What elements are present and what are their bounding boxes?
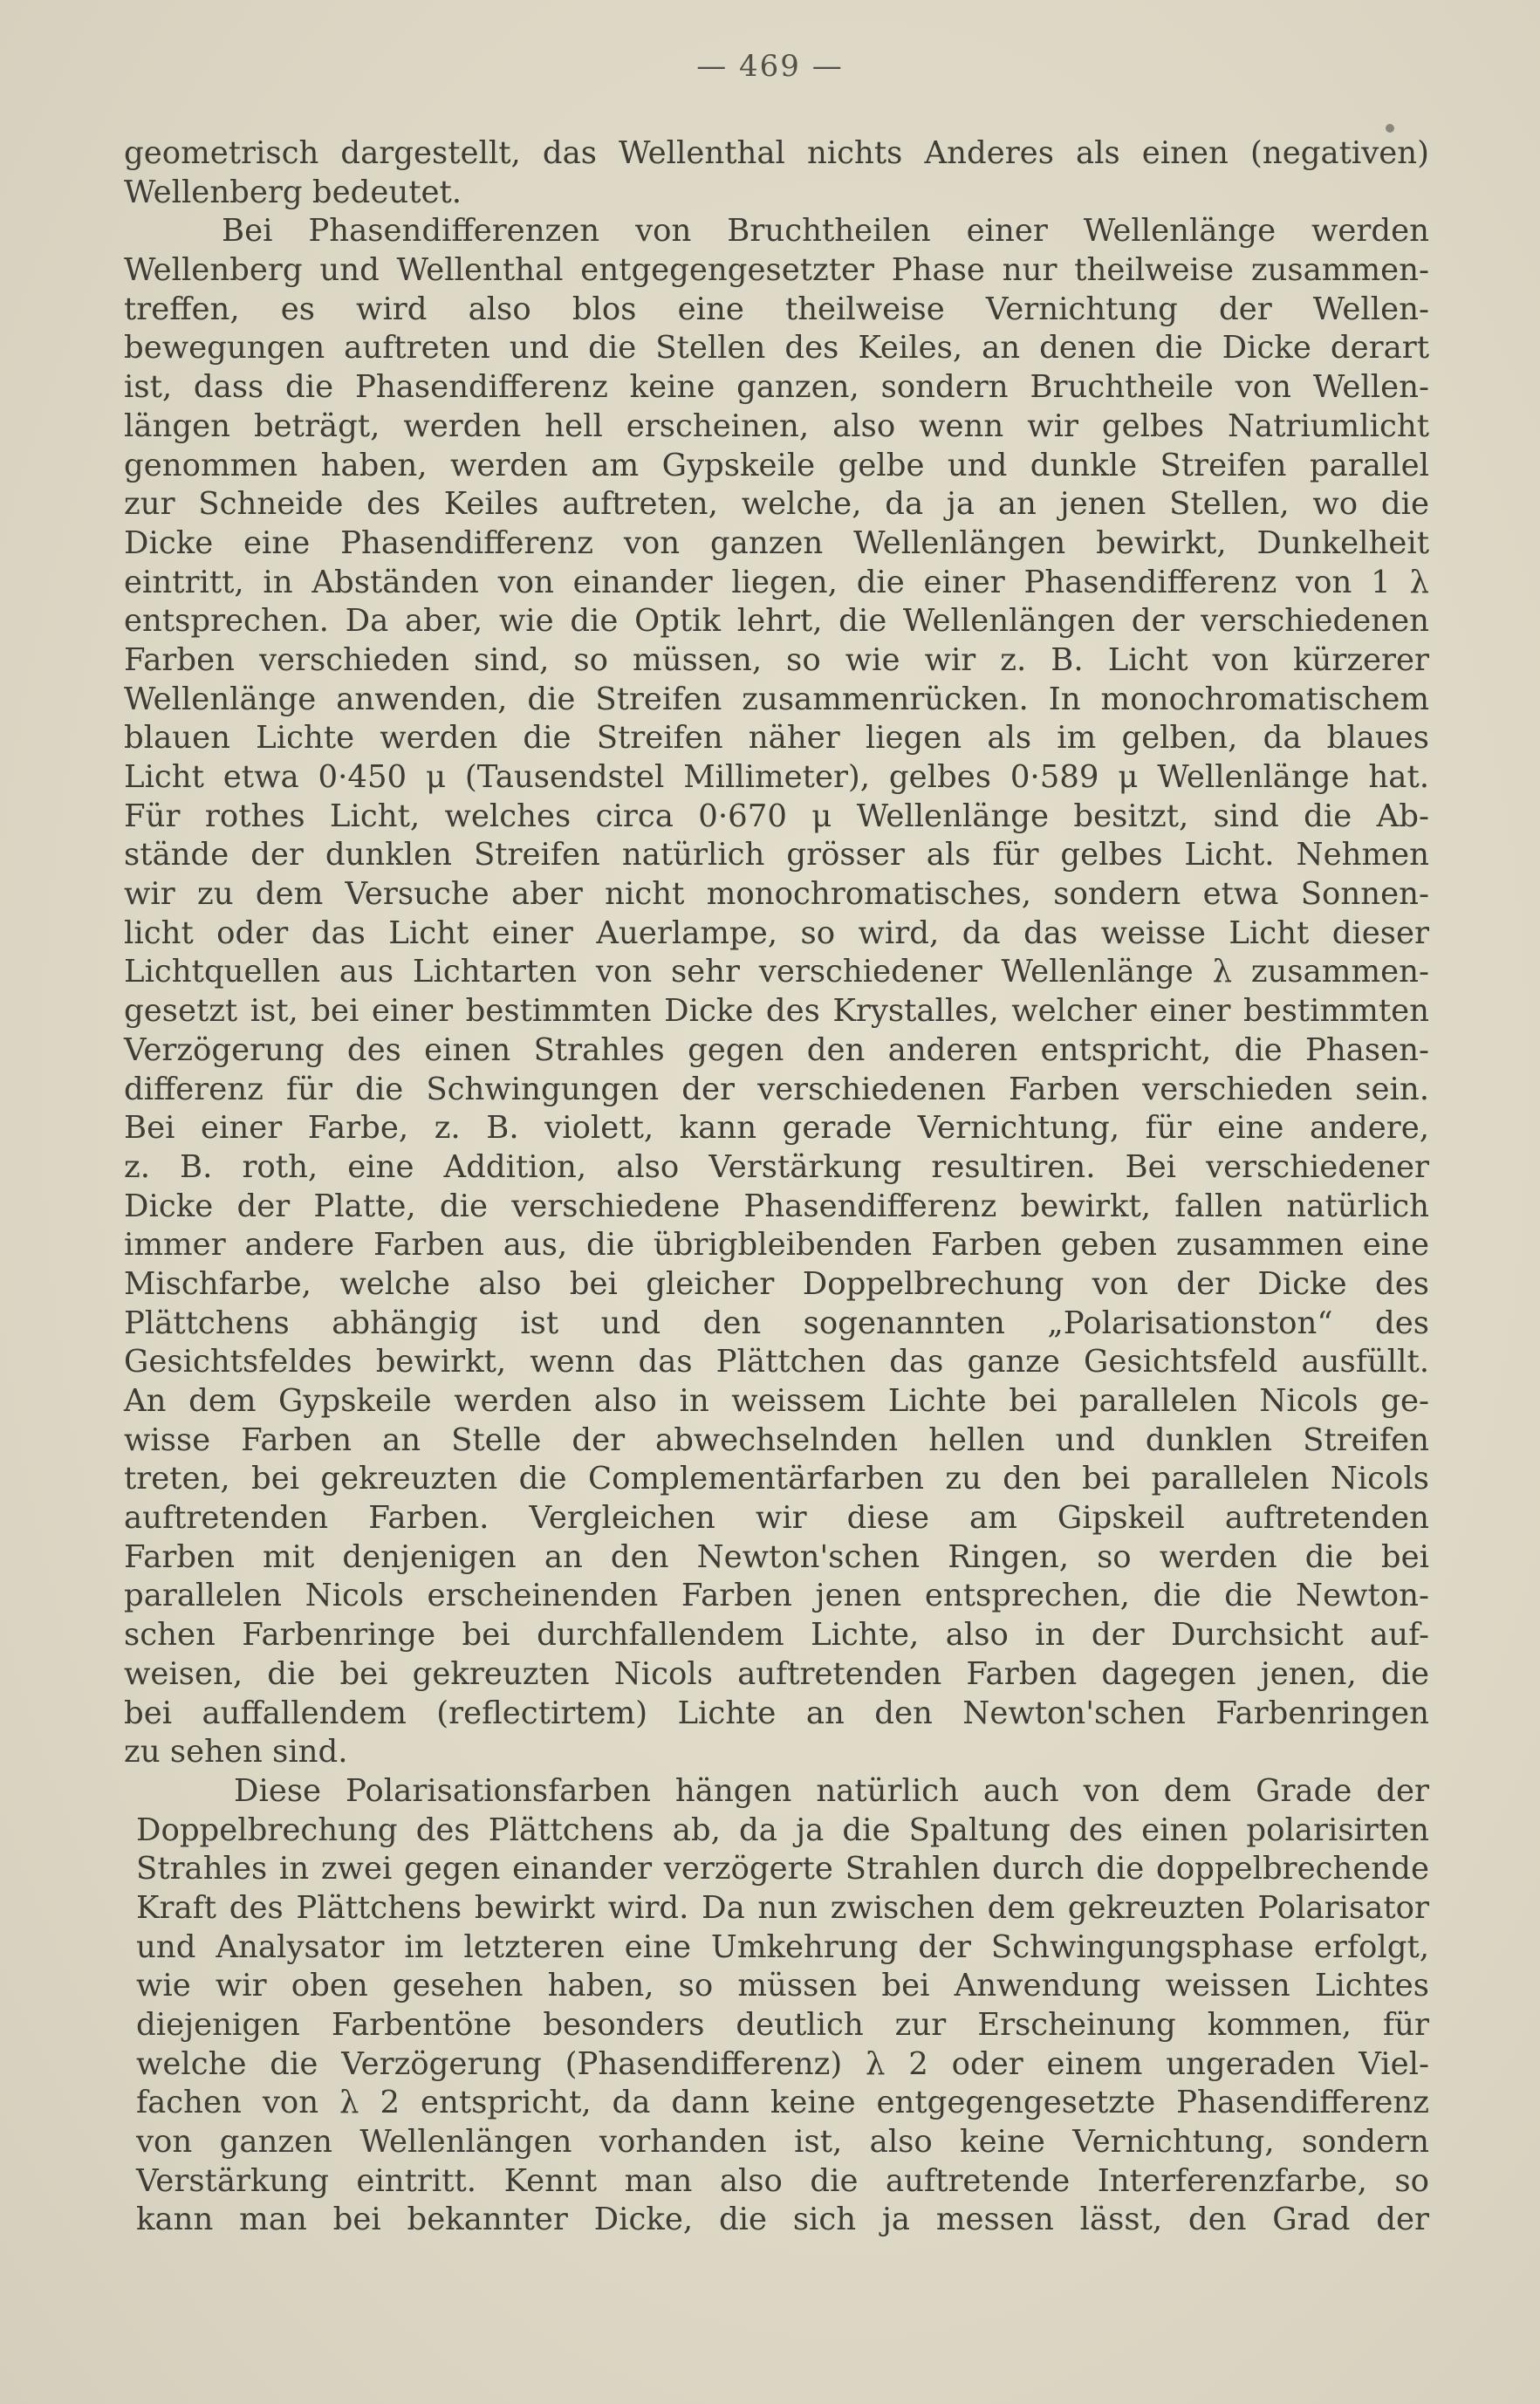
text-line: Mischfarbe, welche also bei gleicher Doppelbrechung von der Dicke des — [124, 1265, 1429, 1302]
text-line: bewegungen auftreten und die Stellen des Keiles, an denen die Dicke derart — [124, 330, 1429, 366]
text-line: Farben mit denjenigen an den Newton'schen Ringen, so werden die bei — [124, 1538, 1429, 1575]
text-line: Wellenberg bedeutet. — [124, 174, 462, 210]
text-line: An dem Gypskeile werden also in weissem Lichte bei parallelen Nicols ge- — [124, 1383, 1429, 1419]
text-line: wie wir oben gesehen haben, so müssen bei Anwendung weissen Lichtes — [136, 1968, 1429, 2004]
text-line: bei auffallendem (reflectirtem) Lichte an den Newton'schen Farbenringen — [124, 1695, 1429, 1731]
text-line: ist, dass die Phasendifferenz keine ganzen, sondern Bruchtheile von Wellen- — [124, 369, 1429, 406]
text-line: diejenigen Farbentöne besonders deutlich zur Erscheinung kommen, für — [136, 2007, 1429, 2043]
text-line: Gesichtsfeldes bewirkt, wenn das Plättchen das ganze Gesichtsfeld ausfüllt. — [124, 1344, 1429, 1380]
text-line: Verstärkung eintritt. Kennt man also die auftretende Interferenzfarbe, so — [136, 2162, 1429, 2199]
text-line: Kraft des Plättchens bewirkt wird. Da nun zwischen dem gekreuzten Polarisator — [136, 1889, 1429, 1926]
text-line: Diese Polarisationsfarben hängen natürlich auch von dem Grade der — [234, 1772, 1429, 1809]
text-line: Bei einer Farbe, z. B. violett, kann gerade Vernichtung, für eine andere, — [124, 1110, 1429, 1147]
paragraph-1 — [124, 134, 1429, 212]
text-line: Dicke eine Phasendifferenz von ganzen Wellenlängen bewirkt, Dunkelheit — [124, 524, 1429, 561]
text-line: Verzögerung des einen Strahles gegen den anderen entspricht, die Phasen- — [124, 1031, 1429, 1068]
text-line: fachen von λ 2 entspricht, da dann keine entgegengesetzte Phasendifferenz — [136, 2085, 1429, 2121]
text-line: auftretenden Farben. Vergleichen wir diese am Gipskeil auftretenden — [124, 1500, 1429, 1537]
paragraph-2 — [124, 212, 1429, 1772]
text-line: treten, bei gekreuzten die Complementärfarben zu den bei parallelen Nicols — [124, 1461, 1429, 1497]
text-line: Bei Phasendifferenzen von Bruchtheilen einer Wellenlänge werden — [222, 213, 1429, 250]
text-line: Lichtquellen aus Lichtarten von sehr verschiedener Wellenlänge λ zusammen- — [124, 954, 1429, 990]
text-line: kann man bei bekannter Dicke, die sich ja messen lässt, den Grad der — [136, 2202, 1429, 2238]
text-line: schen Farbenringe bei durchfallendem Lichte, also in der Durchsicht auf- — [124, 1617, 1429, 1654]
text-line: licht oder das Licht einer Auerlampe, so wird, da das weisse Licht dieser — [124, 914, 1429, 951]
text-line: blauen Lichte werden die Streifen näher liegen als im gelben, da blaues — [124, 720, 1429, 757]
body-text — [124, 134, 1429, 2240]
text-line: genommen haben, werden am Gypskeile gelbe und dunkle Streifen parallel — [124, 447, 1429, 483]
text-line: weisen, die bei gekreuzten Nicols auftretenden Farben dagegen jenen, die — [124, 1655, 1429, 1692]
text-line: differenz für die Schwingungen der verschiedenen Farben verschieden sein. — [124, 1071, 1429, 1107]
text-line: Wellenberg und Wellenthal entgegengesetzter Phase nur theilweise zusammen- — [124, 252, 1429, 289]
text-line: längen beträgt, werden hell erscheinen, also wenn wir gelbes Natriumlicht — [124, 408, 1429, 444]
text-line: wir zu dem Versuche aber nicht monochromatisches, sondern etwa Sonnen- — [124, 876, 1429, 913]
text-line: z. B. roth, eine Addition, also Verstärkung resultiren. Bei verschiedener — [124, 1148, 1429, 1185]
paragraph-3 — [136, 1772, 1429, 2240]
text-line: Licht etwa 0·450 μ (Tausendstel Millimeter), gelbes 0·589 μ Wellenlänge hat. — [124, 759, 1429, 795]
text-line: gesetzt ist, bei einer bestimmten Dicke des Krystalles, welcher einer bestimmten — [124, 993, 1429, 1030]
text-line: geometrisch dargestellt, das Wellenthal nichts Anderes als einen (negativen) — [124, 135, 1429, 171]
text-line: eintritt, in Abständen von einander liegen, die einer Phasendifferenz von 1 λ — [124, 564, 1429, 600]
text-line: zu sehen sind. — [124, 1734, 348, 1770]
text-line: stände der dunklen Streifen natürlich grösser als für gelbes Licht. Nehmen — [124, 837, 1429, 873]
text-line: treffen, es wird also blos eine theilweise Vernichtung der Wellen- — [124, 291, 1429, 327]
ink-speck — [1386, 124, 1394, 133]
text-line: Doppelbrechung des Plättchens ab, da ja die Spaltung des einen polarisirten — [136, 1812, 1429, 1848]
text-line: parallelen Nicols erscheinenden Farben jenen entsprechen, die die Newton- — [124, 1578, 1429, 1614]
text-line: entsprechen. Da aber, wie die Optik lehrt, die Wellenlängen der verschiedenen — [124, 603, 1429, 640]
text-line: wisse Farben an Stelle der abwechselnden hellen und dunklen Streifen — [124, 1421, 1429, 1458]
text-line: von ganzen Wellenlängen vorhanden ist, also keine Vernichtung, sondern — [136, 2124, 1429, 2161]
text-line: Farben verschieden sind, so müssen, so wie wir z. B. Licht von kürzerer — [124, 641, 1429, 678]
text-line: zur Schneide des Keiles auftreten, welche, da ja an jenen Stellen, wo die — [124, 486, 1429, 523]
text-line: Wellenlänge anwenden, die Streifen zusammenrücken. In monochromatischem — [124, 681, 1429, 717]
text-line: Für rothes Licht, welches circa 0·670 μ Wellenlänge besitzt, sind die Ab- — [124, 798, 1429, 834]
text-line: welche die Verzögerung (Phasendifferenz) λ 2 oder einem ungeraden Viel- — [136, 2045, 1429, 2082]
text-line: Dicke der Platte, die verschiedene Phasendifferenz bewirkt, fallen natürlich — [124, 1188, 1429, 1224]
text-line: Strahles in zwei gegen einander verzögerte Strahlen durch die doppelbrechende — [136, 1851, 1429, 1887]
text-line: und Analysator im letzteren eine Umkehrung der Schwingungsphase erfolgt, — [136, 1928, 1429, 1965]
text-line: Plättchens abhängig ist und den sogenannten „Polarisationston“ des — [124, 1305, 1429, 1341]
text-line: immer andere Farben aus, die übrigbleibenden Farben geben zusammen eine — [124, 1227, 1429, 1264]
page-number: — 469 — — [696, 49, 844, 84]
